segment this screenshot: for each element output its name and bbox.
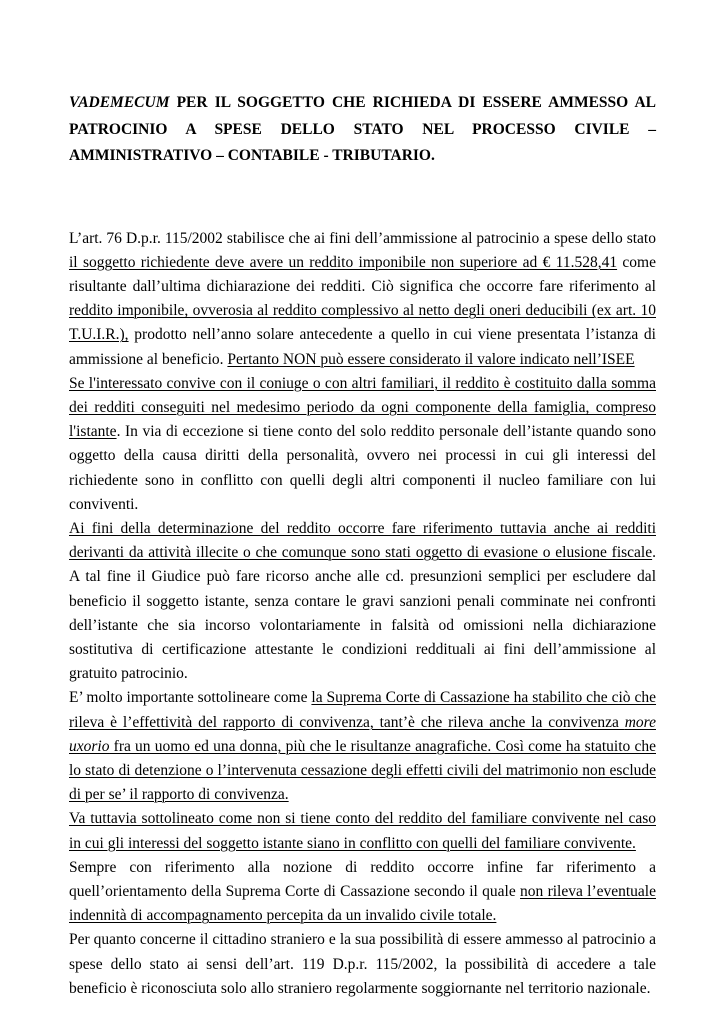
- underlined-text: fra un uomo ed una donna, più che le risultanze anagrafiche. Così come ha statuito che lo stato di detenzione o l’intervenuta cessazione degli effetti civili del matrimonio non esclude di per se’ il rapporto di convivenza.: [69, 737, 656, 804]
- paragraph-conflict-interest: [69, 807, 656, 855]
- underlined-text: Se l'interessato convive con il coniuge o con altri familiari, il reddito è costituito dalla somma dei redditi conseguiti nel medesimo periodo da ogni componente della famiglia, compreso l'istante: [69, 374, 656, 441]
- text-span: prodotto nell’anno solare antecedente a quello in cui viene presentata l’istanza di ammissione al beneficio.: [69, 326, 656, 368]
- underlined-text: reddito imponibile, ovverosia al reddito complessivo al netto degli oneri deducibili (ex art. 10 T.U.I.R.),: [69, 302, 656, 344]
- text-span: L’art. 76 D.p.r. 115/2002 stabilisce che ai fini dell’ammissione al patrocinio a spese dello stato: [69, 229, 656, 247]
- text-span: Per quanto concerne il cittadino straniero e la sua possibilità di essere ammesso al patrocinio a spese dello stato ai sensi dell’art. 119 D.p.r. 115/2002, la possibilità di accedere a tale beneficio è riconosciuta solo allo straniero regolarmente soggiornante nel territorio nazionale.: [69, 931, 656, 997]
- paragraph-foreign-citizen: [69, 928, 656, 1001]
- underlined-text: la Suprema Corte di Cassazione ha stabilito che ciò che rileva è l’effettività del rapporto di convivenza, tant’è che rileva anche la convivenza: [69, 689, 657, 731]
- text-span: . In via di eccezione si tiene conto del solo reddito personale dell’istante quando sono oggetto della causa diritti della personalità, ovvero nei processi in cui gli interessi del richiedente sono in conflitto con quelli degli altri componenti il nucleo familiare con lui conviventi.: [69, 423, 656, 513]
- underlined-text: il soggetto richiedente deve avere un reddito imponibile non superiore ad € 11.528,41: [69, 253, 618, 271]
- underlined-text: Va tuttavia sottolineato come non si tiene conto del reddito del familiare convivente nel caso in cui gli interessi del soggetto istante siano in conflitto con quelli del familiare convivente.: [69, 810, 656, 852]
- document-page: [69, 90, 656, 1001]
- text-span: Sempre con riferimento alla nozione di reddito occorre infine far riferimento a quell’orientamento della Suprema Corte di Cassazione secondo il quale: [69, 858, 656, 900]
- paragraph-illicit-income: [69, 517, 656, 686]
- underlined-text: non rileva l’eventuale indennità di accompagnamento percepita da un invalido civile totale.: [69, 882, 656, 925]
- text-span: come risultante dall’ultima dichiarazione dei redditi. Ciò significa che occorre fare riferimento al: [69, 253, 656, 295]
- document-title: [69, 90, 656, 170]
- text-span: E’ molto importante sottolineare come: [69, 689, 312, 707]
- title-italic: VADEMECUM: [69, 94, 170, 111]
- paragraph-cohabitation: [69, 372, 656, 517]
- paragraph-indennita: [69, 856, 656, 929]
- title-rest: PER IL SOGGETTO CHE RICHIEDA DI ESSERE AMMESSO AL PATROCINIO A SPESE DELLO STATO NEL PROCESSO CIVILE – AMMINISTRATIVO – CONTABILE - TRIBUTARIO.: [69, 94, 656, 164]
- underlined-text: Ai fini della determinazione del reddito occorre fare riferimento tuttavia anche ai redditi derivanti da attività illecite o che comunque sono stati oggetto di evasione o elusione fiscale: [69, 519, 656, 562]
- underlined-text: Pertanto NON può essere considerato il valore indicato nell’ISEE: [227, 350, 635, 368]
- text-span: . A tal fine il Giudice può fare ricorso anche alle cd. presunzioni semplici per escludere dal beneficio il soggetto istante, senza contare le gravi sanzioni penali comminate nei confronti dell’istante che sia incorso volontariamente in falsità od omissioni nella dichiarazione sostitutiva di certificazione attestante le condizioni reddituali ai fini dell’ammissione al gratuito patrocinio.: [69, 544, 656, 683]
- underlined-italic-text: more uxorio: [69, 713, 656, 755]
- document-body: [69, 227, 656, 1002]
- paragraph-cassazione-convivenza: [69, 686, 656, 807]
- paragraph-income-limit: [69, 227, 656, 372]
